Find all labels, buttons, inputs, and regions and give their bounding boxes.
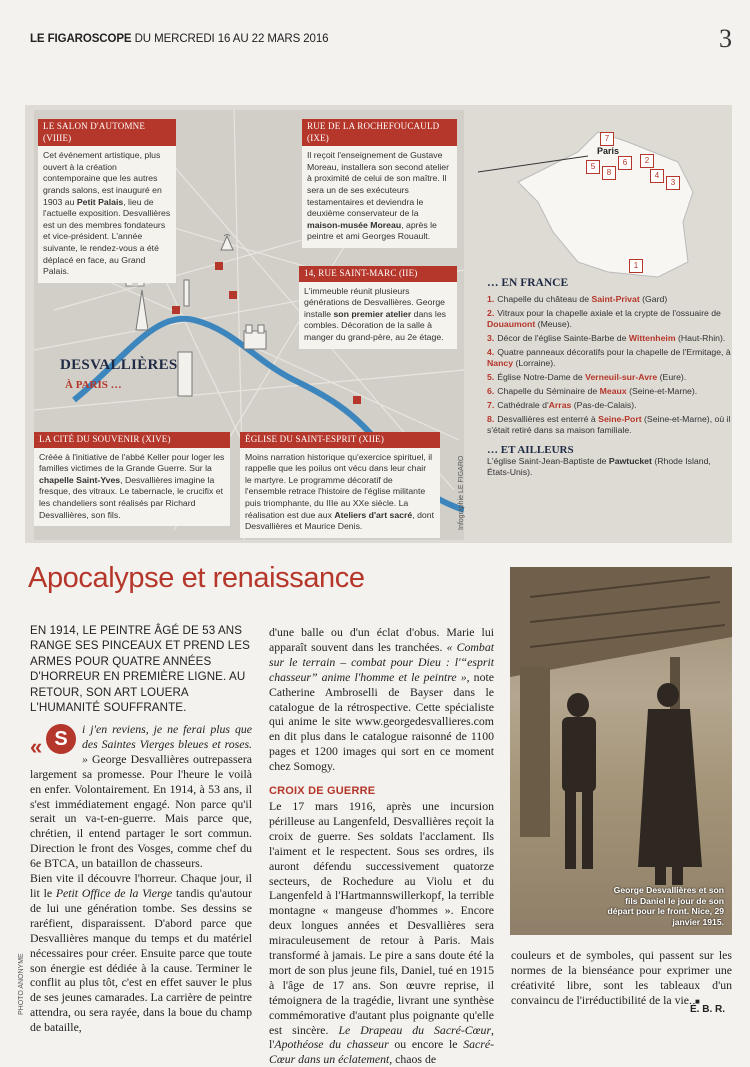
item-post: (Lorraine). bbox=[513, 358, 556, 368]
item-pre: Décor de l'église Sainte-Barbe de bbox=[497, 333, 629, 343]
item-city: Nancy bbox=[487, 358, 514, 368]
box-text-bold: Ateliers d'art sacré bbox=[334, 509, 413, 520]
item-n: 3. bbox=[487, 333, 495, 343]
quote-mark: « bbox=[30, 734, 43, 759]
box-text-bold: Petit Palais bbox=[76, 196, 124, 207]
paragraph: tandis qu'autour de lui une génération tombe. Ses dessins se raréfient, disparaissent. D'abord parce que Desvallières manque du temps et du matériel nécessaires pour créer. Ensuite parce que toute son énergie est dédiée à la cause. Terminer le conflit au plus tôt, c'est en effet sauver le plus de ses jeunes camarades. La carrière de peintre attendra, ou sera rayée, dans la boue du champ de bataille, bbox=[30, 885, 253, 1035]
photo-credit: PHOTO ANONYME bbox=[18, 953, 25, 1015]
page-header bbox=[30, 33, 328, 45]
box-title: LA CITÉ DU SOUVENIR (XIVE) bbox=[34, 432, 230, 448]
notre-dame-icon bbox=[244, 325, 266, 349]
item-n: 6. bbox=[487, 386, 495, 396]
eiffel-tower-icon bbox=[136, 290, 148, 330]
fr-marker-8: 8 bbox=[602, 166, 616, 180]
item-city: Douaumont bbox=[487, 319, 536, 329]
book-title: Petit Office de la Vierge bbox=[55, 885, 173, 900]
item-pre: Chapelle du château de bbox=[497, 294, 592, 304]
item-n: 7. bbox=[487, 400, 495, 410]
en-france-item bbox=[487, 294, 732, 305]
en-france-item bbox=[487, 400, 732, 411]
paragraph: Bien vite il découvre l'horreur. Chaque jour, il lit le bbox=[30, 871, 252, 900]
fr-marker-2: 2 bbox=[640, 154, 654, 168]
paragraph: , l' bbox=[269, 1022, 494, 1052]
item-pre: Desvallières est enterré à bbox=[497, 414, 599, 424]
marker-salon bbox=[172, 306, 180, 314]
item-n: 8. bbox=[487, 414, 495, 424]
box-text: Créée à l'initiative de l'abbé Keller pour loger les familles victimes de la Grande Guerre. Sur la bbox=[39, 451, 225, 474]
item-pre: Vitraux pour la chapelle axiale et la crypte de l'ossuaire de bbox=[497, 308, 721, 318]
fr-marker-6: 6 bbox=[618, 156, 632, 170]
en-france-item bbox=[487, 333, 732, 344]
issue-date: DU MERCREDI 16 AU 22 MARS 2016 bbox=[134, 33, 329, 45]
ailleurs-city: Pawtucket bbox=[608, 456, 652, 466]
item-city: Verneuil-sur-Avre bbox=[585, 372, 658, 382]
item-pre: Cathédrale d' bbox=[497, 400, 549, 410]
opening-quote: i j'en reviens, je ne ferai plus que des Saintes Vierges bleues et roses. » bbox=[82, 722, 252, 766]
en-france-item bbox=[487, 414, 732, 436]
item-post: (Eure). bbox=[657, 372, 687, 382]
box-text: Cet événement artistique, plus ouvert à la création contemporaine que les autres grands salons, est inauguré en 1903 au bbox=[43, 150, 162, 207]
box-cite-souvenir bbox=[34, 432, 230, 526]
item-post: (Seine-et-Marne). bbox=[626, 386, 698, 396]
box-text-bold: chapelle Saint-Yves bbox=[39, 474, 121, 485]
paragraph: , chaos de bbox=[389, 1052, 437, 1067]
ailleurs-text bbox=[487, 456, 732, 478]
box-saint-marc bbox=[299, 266, 457, 349]
box-text: Moins narration historique qu'exercice spirituel, il rappelle que les poilus ont vécu dans leur chair le martyre. Le programme décoratif de l'ensemble retrace l'histoire de l'église militante puis triomphante, du IIIe au XXe siècle. La réalisation est due aux bbox=[245, 451, 433, 520]
map-subtitle: À PARIS … bbox=[65, 379, 122, 391]
fr-marker-5: 5 bbox=[586, 160, 600, 174]
box-text: , après le peintre et ami Georges Rouault. bbox=[307, 219, 437, 242]
france-map bbox=[478, 112, 728, 282]
paragraph: George Desvallières outrepassera largement sa promesse. Pour l'heure le voilà en enfer. Volontairement. En 1914, à 53 ans, il s'est immédiatement engagé. Non parce qu'il serait un va-t-en-guerre. Mais parce que, chrétien, il entend partager le sort commun. Direction le front des Vosges, comme chef du 6e BTCA, un bataillon de chasseurs. bbox=[30, 751, 252, 871]
item-n: 1. bbox=[487, 294, 495, 304]
box-text: , lieu de l'actuelle exposition. Desvallières est un des membres fondateurs et vice-président. L'année suivante, le rendez-vous a été déplacé en face, au Grand Palais. bbox=[43, 196, 171, 277]
fr-marker-7: 7 bbox=[600, 132, 614, 146]
paris-label: Paris bbox=[597, 146, 620, 156]
obelisk-icon bbox=[184, 280, 189, 306]
box-text: dans les combles. Décoration de la salle à manger du grand-père, au 2e étage. bbox=[304, 308, 446, 342]
map-title: DESVALLIÈRES bbox=[60, 357, 178, 373]
article-headline: Apocalypse et renaissance bbox=[28, 562, 365, 594]
historical-photo bbox=[510, 567, 732, 935]
photo-caption: George Desvallières et son fils Daniel le jour de son départ pour le front. Nice, 29 janvier 1915. bbox=[607, 885, 724, 927]
fr-marker-3: 3 bbox=[666, 176, 680, 190]
item-city: Meaux bbox=[599, 386, 627, 396]
en-france-item bbox=[487, 386, 732, 397]
dropcap: S bbox=[46, 724, 76, 754]
en-france-title: … EN FRANCE bbox=[487, 277, 569, 289]
box-text-bold: maison-musée Moreau bbox=[307, 219, 402, 230]
artwork-title: Apothéose du chasseur bbox=[274, 1037, 389, 1052]
article-column-1 bbox=[30, 722, 252, 1035]
ailleurs-post: (Rhode Island, États-Unis). bbox=[487, 456, 711, 477]
paragraph: , note Catherine Ambroselli de Bayser dans le catalogue de la rétrospective. Cette spécialiste qui anime le site www.georgedesvallieres.com en dit plus dans le catalogue raisonné de 1100 pages et 1200 images qui sort en ce moment chez Somogy. bbox=[269, 669, 494, 774]
item-n: 5. bbox=[487, 372, 495, 382]
montparnasse-tower-icon bbox=[178, 352, 192, 396]
artwork-title: Le Drapeau du Sacré-Cœur bbox=[338, 1022, 492, 1037]
item-post: (Seine-et-Marne), où il s'était retiré dans sa maison familiale. bbox=[487, 414, 731, 435]
box-title: ÉGLISE DU SAINT-ESPRIT (XIIE) bbox=[240, 432, 440, 448]
ailleurs-pre: L'église Saint-Jean-Baptiste de bbox=[487, 456, 609, 466]
paragraph: ou encore le bbox=[388, 1037, 464, 1052]
article-lead: EN 1914, LE PEINTRE ÂGÉ DE 53 ANS RANGE SES PINCEAUX ET PREND LES ARMES POUR QUATRE ANNÉES D'HORREUR EN PREMIÈRE LIGNE. AU RETOUR, SON ART LOUERA L'HUMANITÉ SOUFFRANTE. bbox=[30, 624, 251, 715]
item-city: Seine-Port bbox=[598, 414, 642, 424]
fr-marker-4: 4 bbox=[650, 169, 664, 183]
box-title: 14, RUE SAINT-MARC (IIE) bbox=[299, 266, 457, 282]
item-city: Arras bbox=[548, 400, 572, 410]
box-salon-automne bbox=[38, 119, 176, 283]
box-text: L'immeuble réunit plusieurs générations de Desvallières. George installe bbox=[304, 285, 446, 319]
article-column-2 bbox=[269, 625, 494, 1067]
paragraph: Le 17 mars 1916, après une incursion périlleuse au Langenfeld, Desvallières reçoit la croix de guerre. Ses soldats l'acclament. Ils l'aiment et le respectent. Sous ses ordres, ils auront défendu successivement quatorze secteurs, de Rochedure au Violu et du Langenfeld à l'Hartmannswillerkopf, la terrible montagne « mangeuse d'hommes ». Encore deux longues années et Desvallières sera miraculeusement de retour à Paris. Mais transformé à jamais. Le pire a sans doute été la mort de son plus jeune fils, Daniel, tué en 1915 à l'âge de 17 ans. Son œuvre reprise, il témoignera de la tragédie, livrant une synthèse commémorative d'autant plus poignante qu'elle est sincère. bbox=[269, 798, 494, 1037]
box-rochefoucauld bbox=[302, 119, 457, 248]
item-city: Saint-Privat bbox=[591, 294, 640, 304]
item-pre: Quatre panneaux décoratifs pour la chapelle de l'Ermitage, à bbox=[497, 347, 731, 357]
ailleurs-title: … ET AILLEURS bbox=[487, 444, 574, 456]
quotation: « Combat sur le terrain – combat pour Dieu : l'“esprit chasseur” anime l'homme et le peintre » bbox=[269, 639, 494, 684]
box-text-bold: son premier atelier bbox=[333, 308, 412, 319]
item-n: 2. bbox=[487, 308, 495, 318]
page-number: 3 bbox=[719, 24, 732, 53]
marker-esprit bbox=[353, 396, 361, 404]
en-france-item bbox=[487, 347, 732, 369]
station-photo-drawing bbox=[510, 567, 732, 935]
box-saint-esprit bbox=[240, 432, 440, 538]
item-post: (Meuse). bbox=[535, 319, 572, 329]
brand-name: LE FIGAROSCOPE bbox=[30, 33, 132, 45]
paragraph: couleurs et de symboles, qui passent sur les normes de la bienséance pour exprimer une créativité libre, sont les tableaux d'un convaincu de l'irréductibilité de la vie. bbox=[511, 948, 732, 1007]
item-post: (Gard) bbox=[639, 294, 668, 304]
en-france-item bbox=[487, 308, 732, 330]
paragraph: d'une balle ou d'un éclat d'obus. Marie lui apparaît souvent dans les tranchées. bbox=[269, 625, 494, 654]
item-post: (Haut-Rhin). bbox=[675, 333, 726, 343]
infographic-credit: Infographie LE FIGARO bbox=[458, 455, 465, 530]
article-column-3 bbox=[511, 948, 732, 1010]
box-text: , Desvallières imagine la fresque, des vitraux. Le tabernacle, le crucifix et les chandeliers sont réalisés par Richard Desvallières, son fils. bbox=[39, 474, 223, 520]
fr-marker-1: 1 bbox=[629, 259, 643, 273]
box-title: LE SALON D'AUTOMNE (VIIIE) bbox=[38, 119, 176, 146]
item-n: 4. bbox=[487, 347, 495, 357]
box-text: Il reçoit l'enseignement de Gustave Moreau, installera son second atelier à proximité de celui de son maître. Il sera un de ses exécuteurs testamentaires et deviendra le deuxième conservateur de la bbox=[307, 150, 449, 219]
en-france-list bbox=[487, 277, 732, 478]
item-post: (Pas-de-Calais). bbox=[571, 400, 637, 410]
end-mark-icon: ■ bbox=[694, 996, 700, 1006]
marker-saintmarc bbox=[229, 291, 237, 299]
item-pre: Chapelle du Séminaire de bbox=[497, 386, 600, 396]
marker-rochefoucauld bbox=[215, 262, 223, 270]
section-subhead: CROIX DE GUERRE bbox=[269, 785, 376, 798]
box-text: , dont Desvallières et Maurice Denis. bbox=[245, 509, 434, 532]
item-city: Wittenheim bbox=[628, 333, 676, 343]
author-signature: É. B. R. bbox=[690, 1004, 726, 1015]
item-pre: Église Notre-Dame de bbox=[497, 372, 586, 382]
artwork-title: Sacré-Cœur dans un éclatement bbox=[269, 1037, 494, 1067]
en-france-item bbox=[487, 372, 732, 383]
box-title: RUE DE LA ROCHEFOUCAULD (IXE) bbox=[302, 119, 457, 146]
